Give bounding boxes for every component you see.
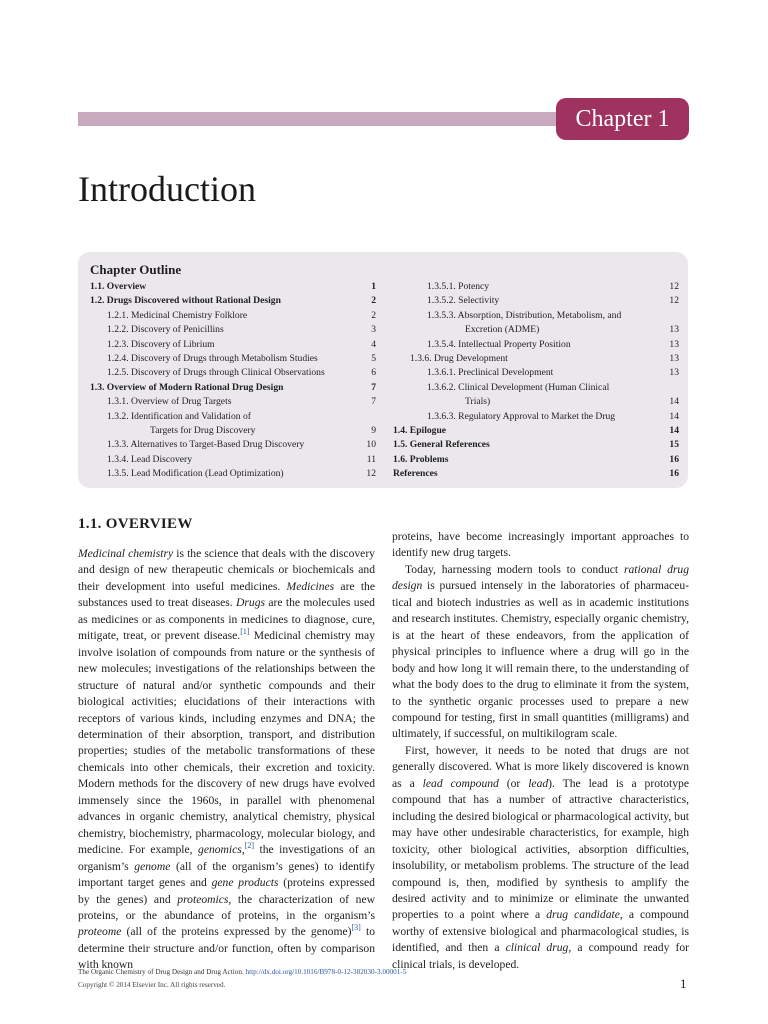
- citation-link[interactable]: [3]: [351, 923, 361, 933]
- text: the investigations of an organism’s: [78, 843, 375, 873]
- outline-entry[interactable]: [90, 410, 376, 424]
- outline-entry-title: 1.3.6.1. Preclinical Development: [427, 367, 554, 379]
- term-drug-candidate: drug candidate: [546, 908, 620, 922]
- outline-entry[interactable]: [393, 410, 679, 424]
- outline-entry-title: 1.3.5.2. Selectivity: [427, 295, 500, 307]
- outline-entry-title: 1.3.6. Drug Development: [410, 353, 508, 365]
- outline-entry-title: 1.2.2. Discovery of Penicillins: [107, 324, 224, 336]
- outline-entry-title: Trials): [465, 396, 491, 408]
- outline-entry-page: 3: [371, 324, 376, 336]
- outline-heading: Chapter Outline: [90, 262, 182, 277]
- paragraph: [78, 546, 375, 974]
- footer-citation: [78, 968, 406, 976]
- outline-entry-title: 1.2.4. Discovery of Drugs through Metabolism Studies: [107, 353, 318, 365]
- outline-entry-page: 5: [371, 353, 376, 365]
- outline-entry[interactable]: [393, 424, 679, 438]
- text: First, however, it needs to be noted that drugs are not generally discovered. What is more likely discovered is known as a: [392, 743, 689, 790]
- outline-entry[interactable]: [393, 395, 679, 409]
- outline-entry[interactable]: [393, 294, 679, 308]
- outline-entry-title: 1.2.5. Discovery of Drugs through Clinical Observations: [107, 367, 325, 379]
- term-drugs: Drugs: [236, 596, 266, 610]
- outline-column-left: [90, 280, 376, 482]
- term-proteome: proteome: [78, 925, 122, 939]
- outline-entry-title: 1.3.2. Identification and Validation of: [107, 410, 251, 422]
- outline-entry[interactable]: [90, 280, 376, 294]
- outline-entry-title: 1.3.5. Lead Modification (Lead Optimization): [107, 468, 284, 480]
- outline-entry-title: 1.3.5.4. Intellectual Property Position: [427, 338, 571, 350]
- outline-entry-page: 16: [669, 453, 679, 465]
- outline-entry-page: 13: [669, 324, 679, 336]
- text: are the molecules used as medicines or as components in medicines to diagnose, cure, mitigate, treat, or prevent disease.: [78, 596, 375, 643]
- term-medicines: Medicines: [286, 579, 335, 593]
- outline-entry[interactable]: [393, 338, 679, 352]
- chapter-label: Chapter 1: [556, 98, 689, 140]
- chapter-title: Introduction: [78, 169, 256, 209]
- outline-entry[interactable]: [90, 309, 376, 323]
- term-rational-drug-design: rational drug design: [392, 562, 689, 593]
- text: (all of the organism’s genes) to identify important target genes and: [78, 859, 375, 890]
- outline-entry[interactable]: [393, 309, 679, 323]
- outline-entry-title: 1.2.3. Discovery of Librium: [107, 338, 215, 350]
- outline-entry[interactable]: [90, 352, 376, 366]
- outline-entry-title: 1.5. General References: [393, 439, 490, 451]
- body-column-right: [392, 529, 689, 973]
- outline-entry-page: 13: [669, 367, 679, 379]
- outline-entry[interactable]: [393, 366, 679, 380]
- chapter-header-bar: [78, 112, 556, 126]
- footer-copyright: Copyright © 2014 Elsevier Inc. All rights reserved.: [78, 981, 226, 989]
- doi-link[interactable]: http://dx.doi.org/10.1016/B978-0-12-382030-3.00001-5: [245, 968, 407, 976]
- text: Today, harnessing modern tools to conduct: [405, 562, 624, 576]
- outline-entry-title: 1.3.3. Alternatives to Target-Based Drug Discovery: [107, 439, 305, 451]
- term-genome: genome: [134, 859, 171, 873]
- book-title: The Organic Chemistry of Drug Design and Drug Action.: [78, 968, 246, 976]
- text: ,: [241, 843, 245, 857]
- outline-entry[interactable]: [393, 453, 679, 467]
- outline-entry[interactable]: [393, 280, 679, 294]
- outline-entry-page: 12: [366, 468, 376, 480]
- paragraph: [392, 743, 689, 973]
- outline-entry-page: 6: [371, 367, 376, 379]
- outline-entry[interactable]: [90, 366, 376, 380]
- outline-entry[interactable]: [393, 438, 679, 452]
- outline-entry-page: 7: [371, 381, 376, 393]
- term-gene-products: gene products: [211, 876, 279, 890]
- term-genomics: genomics: [198, 843, 242, 857]
- outline-entry-page: 14: [669, 396, 679, 408]
- text: is pursued intensely in the laboratories of pharmaceutical and biotech industries as well as in academic institutions and research institutes. Chemistry, especially organic chemistry, is at the heart of these endeavors, from the application of physical principles to influence where a drug will go in the body and how long it will remain there, to the understanding of what the body does to the drug to eliminate it from the system, to the synthetic organic processes used to prepare a new compound for testing, first in small quantities (milligrams) and ultimately, if successful, on multikilogram scale.: [392, 579, 689, 741]
- outline-entry[interactable]: [90, 453, 376, 467]
- outline-entry[interactable]: [90, 338, 376, 352]
- term-proteomics: proteomics: [177, 892, 229, 906]
- outline-entry-title: Excretion (ADME): [465, 324, 540, 336]
- outline-entry-page: 10: [366, 439, 376, 451]
- outline-entry[interactable]: [90, 395, 376, 409]
- outline-entry[interactable]: [90, 424, 376, 438]
- outline-entry-title: 1.4. Epilogue: [393, 425, 447, 437]
- outline-entry-page: 12: [669, 295, 679, 307]
- outline-entry-title: 1.3.6.2. Clinical Development (Human Clinical: [427, 381, 610, 393]
- page-number: 1: [680, 976, 687, 991]
- outline-entry-title: 1.2. Drugs Discovered without Rational Design: [90, 295, 281, 307]
- outline-entry[interactable]: [393, 381, 679, 395]
- paragraph: proteins, have become increasingly important approaches to identify new drug targets.: [392, 530, 689, 560]
- term-lead-compound: lead compound: [422, 776, 499, 790]
- text: ). The lead is a prototype compound that has a number of attractive characteristics, including the desired biological or pharmacological activity, but may have other undesirable characteristics, for example, high toxicity, other biological activities, absorption difficulties, insolubility, or metabolism problems. The structure of the lead compound is, then, modified by synthesis to amplify the desired activity and to minimize or eliminate the unwanted properties to a point where a: [392, 776, 689, 922]
- text: (all of the proteins expressed by the genome): [121, 925, 352, 939]
- term-medicinal-chemistry: Medicinal chemistry: [78, 547, 174, 560]
- citation-link[interactable]: [1]: [240, 627, 250, 637]
- citation-link[interactable]: [2]: [244, 841, 255, 851]
- term-lead: lead: [528, 776, 549, 790]
- outline-entry-page: 12: [669, 281, 679, 292]
- text: Medicinal chemistry may involve isolation of compounds from nature or the synthesis of new molecules; investigations of the relationships between the structure of natural and/or synthetic compounds and their biological activities; elucidations of their interactions with receptors of various kinds, including enzymes and DNA; the determination of their absorption, transport, and distribution properties; studies of the metabolic transformations of these chemicals into other chemicals, their excretion and toxicity. Modern methods for the discovery of new drugs have evolved immensely since the 1960s, in parallel with phenomenal advances in organic chemistry, analytical chemistry, physical chemistry, biochemistry, pharmacology, molecular biology, and medicine. For example,: [78, 629, 375, 857]
- outline-entry-page: 9: [371, 425, 376, 437]
- body-column-left: [78, 546, 375, 974]
- text: (or: [498, 776, 529, 790]
- outline-column-right: [393, 280, 679, 482]
- outline-entry-title: 1.3.1. Overview of Drug Targets: [107, 396, 232, 408]
- outline-entry-page: 4: [371, 338, 376, 350]
- text: , the characterization of new proteins, or the abundance of proteins, in the organism’s: [78, 892, 375, 922]
- outline-entry-title: 1.6. Problems: [393, 453, 449, 465]
- outline-entry-page: 15: [669, 439, 679, 451]
- outline-entry-title: 1.3. Overview of Modern Rational Drug Design: [90, 381, 284, 393]
- outline-entry[interactable]: [90, 294, 376, 308]
- outline-entry-title: 1.3.5.3. Absorption, Distribution, Metabolism, and: [427, 309, 622, 321]
- outline-entry-title: 1.2.1. Medicinal Chemistry Folklore: [107, 309, 248, 321]
- outline-entry-title: 1.3.5.1. Potency: [427, 281, 490, 292]
- text: to determine their structure and/or function, often by comparison with known: [78, 925, 375, 972]
- paragraph: [392, 562, 689, 743]
- chapter-outline-box: [78, 252, 688, 488]
- text: are the substances used to treat diseases.: [78, 579, 375, 610]
- outline-entry-title: Targets for Drug Discovery: [150, 425, 256, 437]
- text: (proteins expressed by the genes) and: [78, 876, 375, 906]
- outline-entry[interactable]: [393, 352, 679, 366]
- section-heading: 1.1. OVERVIEW: [78, 516, 193, 532]
- outline-entry-page: 14: [669, 425, 679, 437]
- outline-entry-title: 1.3.6.3. Regulatory Approval to Market the Drug: [427, 410, 616, 422]
- outline-entry-page: 7: [371, 396, 376, 408]
- outline-entry[interactable]: [90, 438, 376, 452]
- outline-entry[interactable]: [90, 323, 376, 337]
- outline-entry-title: 1.1. Overview: [90, 281, 147, 292]
- outline-entry-page: 2: [371, 309, 376, 321]
- outline-entry[interactable]: [90, 467, 376, 481]
- outline-entry[interactable]: [393, 467, 679, 481]
- outline-entry-title: References: [393, 468, 438, 480]
- outline-entry-title: 1.3.4. Lead Discovery: [107, 453, 192, 465]
- term-clinical-drug: clinical drug: [505, 941, 569, 955]
- outline-entry-page: 13: [669, 353, 679, 365]
- outline-entry-page: 13: [669, 338, 679, 350]
- outline-entry-page: 14: [669, 410, 679, 422]
- outline-entry-page: 1: [371, 281, 376, 292]
- text: is the science that deals with the discovery and design of new therapeutic chemicals or biochemicals and their development into useful medicines.: [78, 547, 375, 593]
- outline-entry-page: 11: [366, 453, 376, 465]
- outline-entry-page: 2: [371, 295, 376, 307]
- outline-entry[interactable]: [393, 323, 679, 337]
- outline-entry[interactable]: [90, 381, 376, 395]
- text: , a compound worthy of extensive biological and pharmacological studies, is identified, and then a: [392, 908, 689, 955]
- text: , a compound ready for clinical trials, is developed.: [392, 941, 689, 971]
- outline-entry-page: 16: [669, 468, 679, 480]
